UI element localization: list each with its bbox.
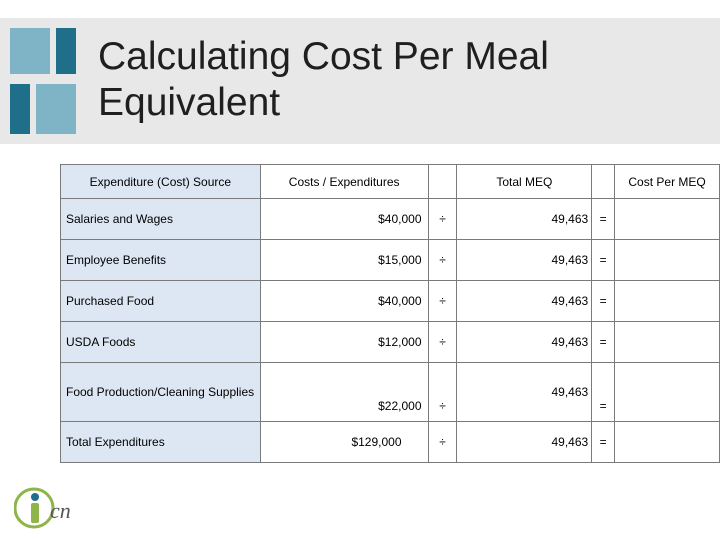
divide-sign: ÷ [428,240,457,281]
row-meq: 49,463 [457,363,592,422]
row-source: Total Expenditures [61,422,261,463]
row-result [615,199,720,240]
title-line-1: Calculating Cost Per Meal [98,35,549,78]
row-cost: $40,000 [260,281,428,322]
row-source: Employee Benefits [61,240,261,281]
header-cost-per-meq: Cost Per MEQ [615,165,720,199]
row-cost: $15,000 [260,240,428,281]
cost-per-meal-table [60,164,720,463]
table-row [61,422,720,463]
icn-logo [14,484,94,530]
equals-sign: = [592,363,615,422]
row-meq: 49,463 [457,281,592,322]
row-meq: 49,463 [457,199,592,240]
row-source: USDA Foods [61,322,261,363]
header-blank-1 [428,165,457,199]
row-source: Food Production/Cleaning Supplies [61,363,261,422]
title-line-2: Equivalent [98,81,281,124]
divide-sign: ÷ [428,363,457,422]
divide-sign: ÷ [428,199,457,240]
table-row [61,281,720,322]
row-cost: $22,000 [260,363,428,422]
row-result [615,281,720,322]
row-meq: 49,463 [457,422,592,463]
table-row [61,199,720,240]
row-result [615,363,720,422]
divide-sign: ÷ [428,422,457,463]
row-result [615,240,720,281]
table-row [61,322,720,363]
logo-wordmark: cn [50,498,71,523]
header-costs: Costs / Expenditures [260,165,428,199]
table-row [61,240,720,281]
divide-sign: ÷ [428,322,457,363]
header-blank-2 [592,165,615,199]
row-cost: $12,000 [260,322,428,363]
header-source: Expenditure (Cost) Source [61,165,261,199]
row-cost: $40,000 [260,199,428,240]
equals-sign: = [592,281,615,322]
equals-sign: = [592,199,615,240]
table-row [61,363,720,422]
equals-sign: = [592,240,615,281]
row-result [615,422,720,463]
header-meq: Total MEQ [457,165,592,199]
row-meq: 49,463 [457,240,592,281]
row-meq: 49,463 [457,322,592,363]
equals-sign: = [592,422,615,463]
page-title [98,34,708,126]
row-source: Purchased Food [61,281,261,322]
row-cost: $129,000 [260,422,428,463]
row-result [615,322,720,363]
divide-sign: ÷ [428,281,457,322]
row-source: Salaries and Wages [61,199,261,240]
table-header-row [61,165,720,199]
equals-sign: = [592,322,615,363]
